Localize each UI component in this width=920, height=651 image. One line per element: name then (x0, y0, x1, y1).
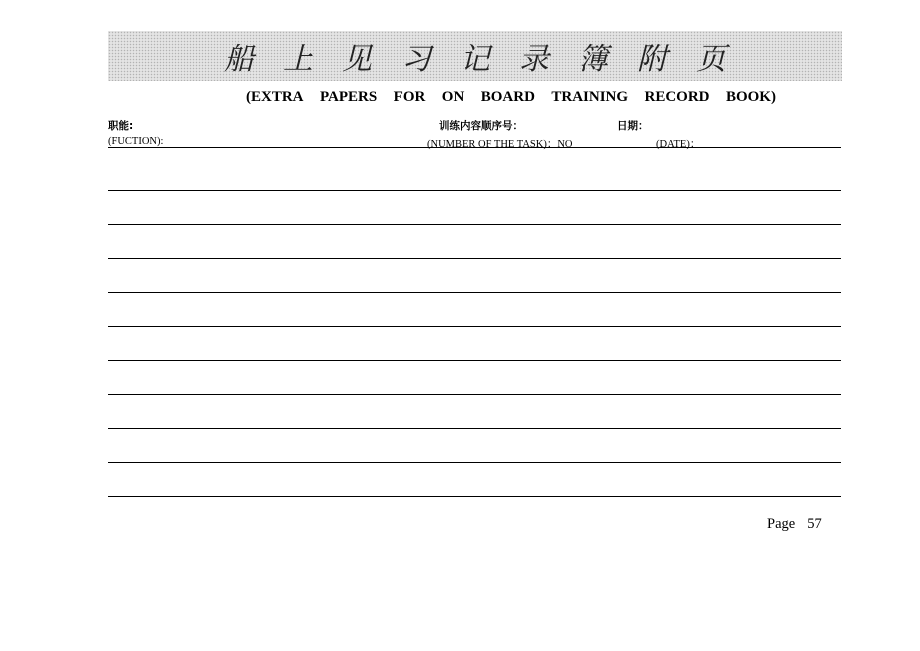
writing-line (108, 462, 841, 463)
writing-line (108, 428, 841, 429)
writing-line (108, 258, 841, 259)
subtitle-word: (EXTRA (246, 89, 304, 105)
title-band (108, 31, 842, 81)
task-number-label-en: (NUMBER OF THE TASK)：NO (427, 139, 573, 150)
subtitle-word: ON (441, 89, 465, 105)
writing-line (108, 394, 841, 395)
page-value: 57 (807, 516, 822, 532)
subtitle-word: FOR (393, 89, 426, 105)
subtitle-word: PAPERS (319, 89, 378, 105)
subtitle-word: RECORD (644, 89, 710, 105)
writing-line (108, 224, 841, 225)
field-underline (108, 147, 841, 148)
writing-line (108, 292, 841, 293)
date-label-en: (DATE)： (656, 139, 701, 150)
subtitle (246, 89, 776, 109)
function-label-en: (FUCTION): (108, 136, 164, 147)
subtitle-word: BOARD (480, 89, 535, 105)
subtitle-word: BOOK) (725, 89, 776, 105)
function-label-cn: 职能: (108, 120, 134, 132)
writing-line (108, 190, 841, 191)
writing-line (108, 360, 841, 361)
page-number (767, 516, 822, 533)
task-number-label-cn: 训练内容顺序号： (439, 120, 523, 132)
page-title: 船上见习记录簿附页 (224, 42, 755, 77)
page-label: Page (767, 516, 796, 532)
subtitle-word: TRAINING (551, 89, 629, 105)
writing-line (108, 496, 841, 497)
date-label-cn: 日期： (617, 120, 649, 132)
writing-line (108, 326, 841, 327)
